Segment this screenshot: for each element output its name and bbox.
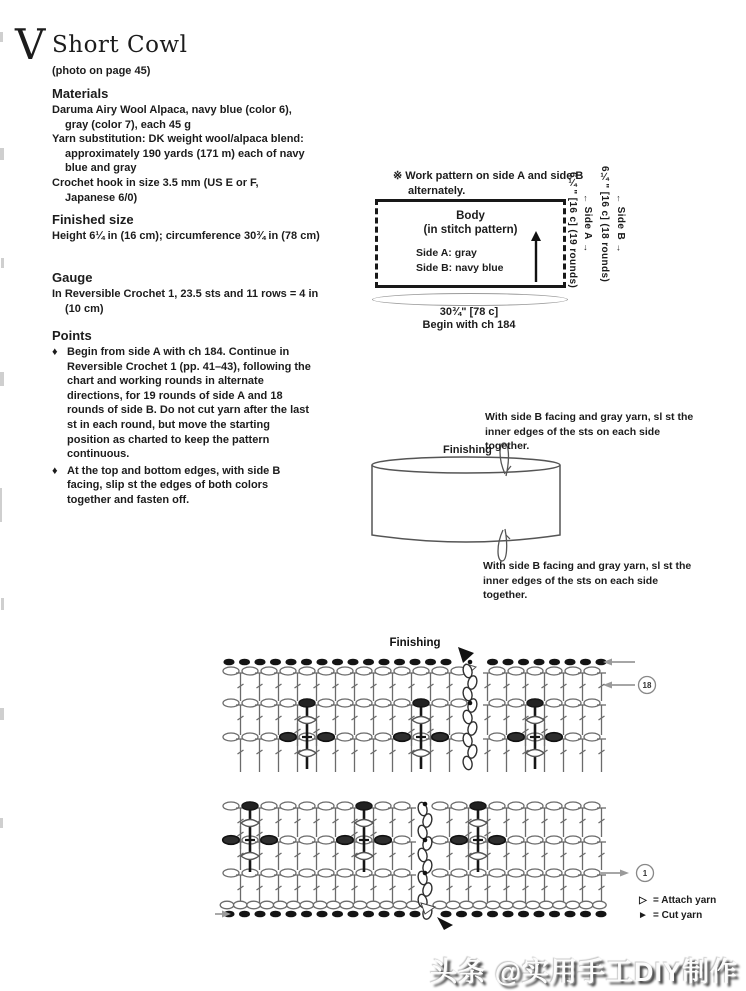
scan-artifact	[1, 598, 4, 610]
legend-attach-yarn	[637, 893, 716, 908]
crochet-chart-bottom	[215, 795, 660, 943]
finishing-note-bottom: With side B facing and gray yarn, sl st the inner edges of the sts on each side together.	[483, 560, 692, 601]
attach-yarn-triangle-icon: ▷	[639, 895, 647, 906]
scan-artifact	[0, 708, 4, 720]
finishing-label: Finishing	[443, 444, 492, 456]
materials-heading: Materials	[52, 86, 109, 101]
scan-artifact	[0, 488, 2, 522]
side-b-label: Side B	[615, 206, 626, 241]
body-schematic-box	[375, 199, 566, 288]
page-title: Short Cowl	[52, 32, 188, 58]
diamond-bullet-icon: ♦	[52, 346, 58, 358]
materials-item: Crochet hook in size 3.5 mm (US E or F, Japanese 6/0)	[52, 176, 259, 204]
begin-chain-label: Begin with ch 184	[422, 319, 516, 331]
svg-text:18: 18	[642, 681, 652, 690]
section-initial: V	[15, 20, 46, 69]
extent-arrow-icon: →	[582, 242, 592, 253]
points-list	[52, 345, 314, 510]
svg-text:Finishing: Finishing	[389, 637, 441, 649]
side-a-extent	[582, 194, 593, 252]
finishing-note-top: With side B facing and gray yarn, sl st the inner edges of the sts on each side together.	[485, 411, 694, 452]
width-label: 30¾" [78 c]	[439, 306, 499, 318]
side-a-color: Side A: gray	[416, 247, 477, 259]
finished-size-heading: Finished size	[52, 212, 134, 227]
photo-reference: (photo on page 45)	[52, 65, 151, 77]
extent-arrow-icon: ←	[582, 194, 592, 204]
svg-text:1: 1	[642, 869, 648, 878]
legend-cut-label: = Cut yarn	[653, 910, 703, 921]
points-bullet	[52, 464, 314, 508]
cowl-cylinder-diagram	[366, 438, 616, 573]
side-b-color: Side B: navy blue	[416, 262, 504, 274]
width-measure-ellipse	[372, 293, 568, 306]
chart-legend	[637, 893, 716, 923]
cut-yarn-triangle-icon: ►	[638, 910, 648, 921]
materials-list	[52, 103, 308, 205]
extent-arrow-icon: →	[615, 243, 625, 253]
diamond-bullet-icon: ♦	[52, 464, 58, 477]
side-b-extent	[615, 194, 626, 253]
side-b-measure: 6¼" [16 c] (18 rounds)	[599, 166, 610, 283]
side-a-measure: 6¼" [16 c] (19 rounds)	[567, 172, 578, 289]
legend-attach-label: = Attach yarn	[653, 895, 717, 906]
work-direction-arrow-icon	[529, 231, 543, 283]
extent-arrow-icon: ←	[615, 194, 625, 204]
side-a-label: Side A	[582, 206, 593, 240]
scan-artifact	[1, 258, 4, 268]
points-heading: Points	[52, 328, 92, 343]
legend-cut-yarn	[637, 908, 716, 923]
finished-size-text: Height 6¼ in (16 cm); circumference 30¾ in (78 cm)	[52, 230, 320, 242]
gauge-text: In Reversible Crochet 1, 23.5 sts and 11 rows = 4 in (10 cm)	[52, 288, 319, 315]
scan-artifact	[0, 148, 4, 160]
scan-artifact	[0, 818, 3, 828]
gauge-heading: Gauge	[52, 270, 93, 285]
crochet-chart-top	[215, 632, 660, 784]
scan-artifact	[0, 32, 3, 42]
body-box-title-line: Body	[456, 210, 485, 222]
materials-item: Yarn substitution: DK weight wool/alpaca blend: approximately 190 yards (171 m) each of navy blue and gray	[52, 133, 305, 175]
body-box-subtitle: (in stitch pattern)	[423, 224, 518, 236]
watermark: 头条 @实用手工DIY制作	[430, 957, 738, 987]
scan-artifact	[0, 372, 4, 386]
points-bullet-text: Begin from side A with ch 184. Continue in Reversible Crochet 1 (pp. 41–43), following the chart and working rounds in alternate directions, for 19 rounds of side A and 18 rounds of side B. Do not cut yarn after the last st in each round, but move the starting position as charted to keep the pattern continuous.	[67, 346, 311, 461]
points-bullet-text: At the top and bottom edges, with side B facing, slip st the edges of both colors together and fasten off.	[67, 464, 281, 506]
materials-item: Daruma Airy Wool Alpaca, navy blue (color 6), gray (color 7), each 45 g	[52, 104, 292, 131]
work-pattern-note: ※ Work pattern on side A and side B alternately.	[393, 170, 584, 197]
points-bullet	[52, 345, 314, 462]
